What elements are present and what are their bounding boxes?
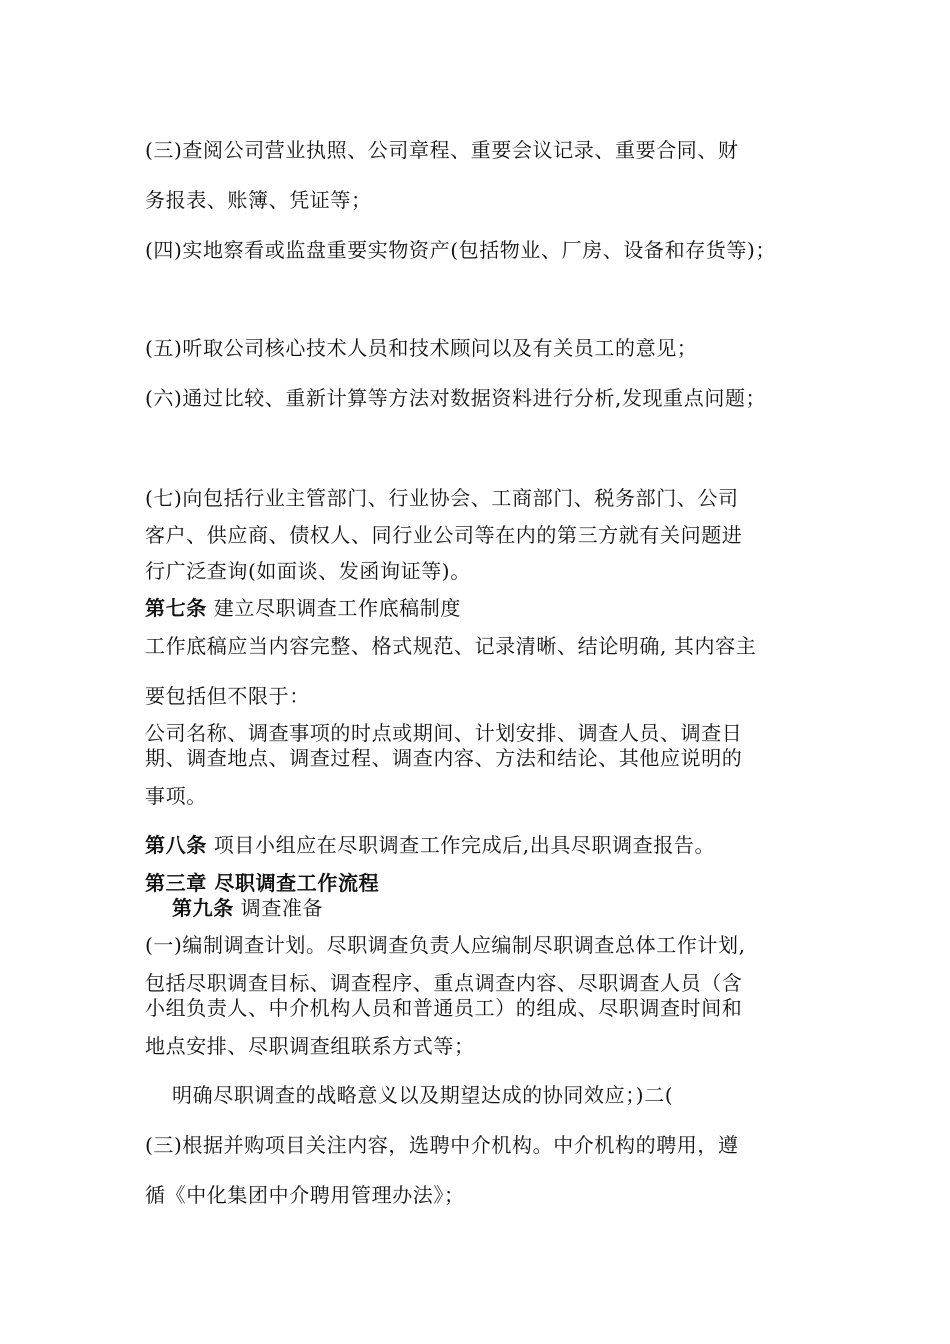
article-9-label: 第九条 xyxy=(172,896,234,920)
paragraph-line: (一)编制调查计划。尽职调查负责人应编制尽职调查总体工作计划, xyxy=(145,933,746,957)
paragraph-line: 行广泛查询(如面谈、发函询证等)。 xyxy=(145,559,471,583)
paragraph-line: (三)查阅公司营业执照、公司章程、重要会议记录、重要合同、财 xyxy=(145,138,739,162)
article-8-label: 第八条 xyxy=(145,833,207,857)
paragraph-line: (五)听取公司核心技术人员和技术顾问以及有关员工的意见； xyxy=(145,336,698,360)
paragraph-line: (六)通过比较、重新计算等方法对数据资料进行分析,发现重点问题； xyxy=(145,386,767,410)
paragraph-line: 小组负责人、中介机构人员和普通员工）的组成、尽职调查时间和 xyxy=(145,996,743,1020)
paragraph-line: 要包括但不限于： xyxy=(145,684,310,708)
article-9-heading xyxy=(172,896,323,920)
paragraph-line: 客户、供应商、债权人、同行业公司等在内的第三方就有关问题进 xyxy=(145,523,743,547)
article-8-heading xyxy=(145,833,715,857)
paragraph-line: 工作底稿应当内容完整、格式规范、记录清晰、结论明确, 其内容主 xyxy=(145,634,757,658)
article-9-text: 调查准备 xyxy=(233,896,324,920)
paragraph-line: 明确尽职调查的战略意义以及期望达成的协同效应；)二( xyxy=(172,1083,674,1107)
paragraph-line: (三)根据并购项目关注内容，选聘中介机构。中介机构的聘用，遵 xyxy=(145,1133,739,1157)
paragraph-line: (四)实地察看或监盘重要实物资产(包括物业、厂房、设备和存货等)； xyxy=(145,238,777,262)
paragraph-line: 地点安排、尽职调查组联系方式等； xyxy=(145,1034,475,1058)
article-7-heading xyxy=(145,596,461,620)
article-7-text: 建立尽职调查工作底稿制度 xyxy=(206,596,461,620)
paragraph-line: 循《中化集团中介聘用管理办法》； xyxy=(145,1183,465,1207)
paragraph-line: 公司名称、调查事项的时点或期间、计划安排、调查人员、调查日 xyxy=(145,721,743,745)
paragraph-line: 务报表、账簿、凭证等； xyxy=(145,188,372,212)
paragraph-line: 期、调查地点、调查过程、调查内容、方法和结论、其他应说明的 xyxy=(145,746,743,770)
paragraph-line: 包括尽职调查目标、调查程序、重点调查内容、尽职调查人员（含 xyxy=(145,971,743,995)
paragraph-line: 事项。 xyxy=(145,784,207,808)
paragraph-line: (七)向包括行业主管部门、行业协会、工商部门、税务部门、公司 xyxy=(145,486,739,510)
article-7-label: 第七条 xyxy=(145,596,207,620)
article-8-text: 项目小组应在尽职调查工作完成后,出具尽职调查报告。 xyxy=(206,833,716,857)
chapter-3-title: 第三章 尽职调查工作流程 xyxy=(145,871,380,895)
